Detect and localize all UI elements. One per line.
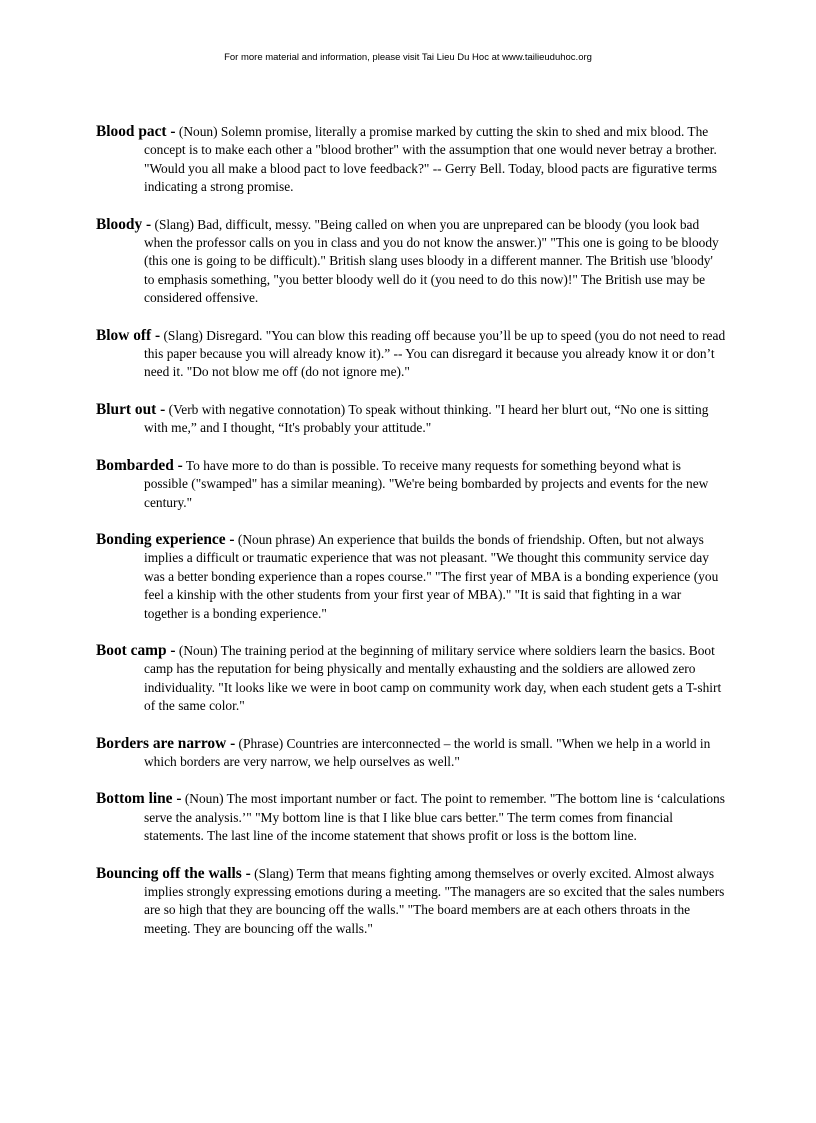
glossary-entry-bombarded xyxy=(96,457,726,512)
glossary-entry-bouncing-off-the-walls xyxy=(96,865,726,939)
glossary-entry-bonding-experience xyxy=(96,531,726,623)
entry-term: Blood pact - xyxy=(96,123,176,140)
entry-term: Bombarded - xyxy=(96,456,183,474)
entry-definition: (Noun) The training period at the beginning of military service where soldiers learn the basics. Boot camp has the reputation for being physically and mentally exhausting and the soldiers are allowed zero individuality. "It looks like we were in boot camp on community work day, when each student gets a T-shirt of the same color." xyxy=(144,642,722,714)
entry-term: Bloody - xyxy=(96,215,152,233)
entry-definition: (Phrase) Countries are interconnected – the world is small. "When we help in a world in which borders are very narrow, we help ourselves as well." xyxy=(144,735,711,769)
entry-definition: (Slang) Bad, difficult, messy. "Being called on when you are unprepared can be bloody (you look bad when the professor calls on you in class and you do not know the answer.)" "This one is going to be bloody (this one is going to be difficult)." British slang uses bloody in a different manner. The British use 'bloody' to emphasis something, "you better bloody well do it (you need to do this now)!" The British use may be considered offensive. xyxy=(144,216,719,306)
entry-definition: (Slang) Term that means fighting among themselves or overly excited. Almost always implies strongly expressing emotions during a meeting. "The managers are so excited that the sales numbers are so high that they are bouncing off the walls." "The board members are at each others throats in the meeting. They are bouncing off the walls." xyxy=(144,865,725,936)
entry-definition: (Noun) The most important number or fact. The point to remember. "The bottom line is ‘calculations serve the analysis.’" "My bottom line is that I like blue cars better." The term comes from financial statements. The last line of the income statement that shows profit or loss is the bottom line. xyxy=(144,791,725,844)
entry-term: Bouncing off the walls - xyxy=(96,864,251,882)
entry-term: Bottom line - xyxy=(96,790,182,808)
glossary-entry-boot-camp xyxy=(96,642,726,716)
entry-term: Boot camp - xyxy=(96,641,176,659)
entry-definition: (Noun) Solemn promise, literally a promise marked by cutting the skin to shed and mix blood. The concept is to make each other a "blood brother" with the assumption that one would never betray a brother. "Would you all make a blood pact to love feedback?" -- Gerry Bell. Today, blood pacts are figurative terms indicating a strong promise. xyxy=(144,124,717,195)
glossary-entry-blow-off xyxy=(96,327,726,382)
page-header: For more material and information, please visit Tai Lieu Du Hoc at www.tailieuduhoc.org xyxy=(224,52,592,63)
glossary-entry-bottom-line xyxy=(96,790,726,845)
glossary-entries xyxy=(96,123,726,957)
entry-definition: (Verb with negative connotation) To speak without thinking. "I heard her blurt out, “No one is sitting with me,” and I thought, “It's probably your attitude." xyxy=(144,401,709,436)
entry-definition: (Slang) Disregard. "You can blow this reading off because you’ll be up to speed (you do not need to read this paper because you will already know it).” -- You can disregard it because you already know it or don’t need it. "Do not blow me off (do not ignore me)." xyxy=(144,327,726,380)
entry-definition: To have more to do than is possible. To receive many requests for something beyond what is possible ("swamped" has a similar meaning). "We're being bombarded by projects and events for the new century." xyxy=(144,457,709,510)
glossary-entry-borders-are-narrow xyxy=(96,735,726,772)
entry-term: Borders are narrow - xyxy=(96,734,236,752)
entry-term: Blurt out - xyxy=(96,400,166,418)
glossary-entry-blood-pact xyxy=(96,123,726,197)
glossary-entry-blurt-out xyxy=(96,401,726,438)
glossary-entry-bloody xyxy=(96,216,726,308)
entry-term: Bonding experience - xyxy=(96,530,235,548)
entry-term: Blow off - xyxy=(96,326,161,344)
entry-definition: (Noun phrase) An experience that builds the bonds of friendship. Often, but not always implies a difficult or traumatic experience that was not pleasant. "We thought this community service day was a better bonding experience than a ropes course." "The first year of MBA is a bonding experience (you feel a kinship with the other students from your first year of MBA)." "It is said that fighting in a war together is a bonding experience." xyxy=(144,531,719,621)
